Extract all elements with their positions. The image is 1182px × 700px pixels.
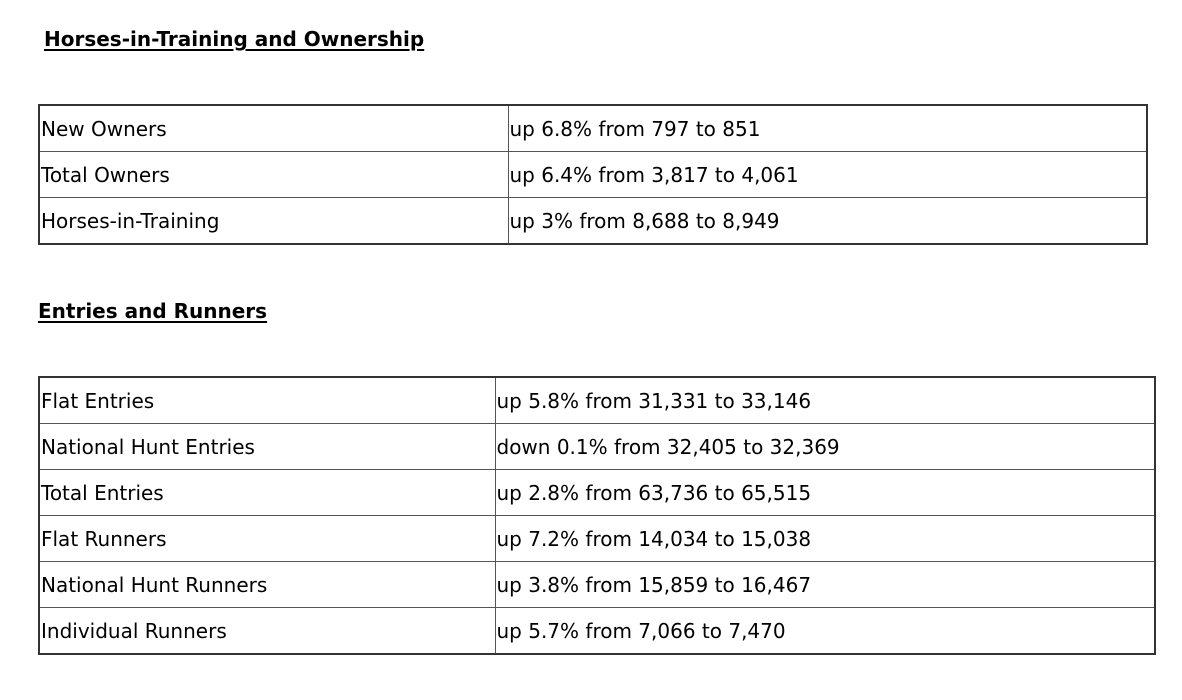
table-row (39, 608, 1155, 655)
table-row (39, 152, 1147, 198)
row-label: New Owners (39, 105, 508, 152)
table-row (39, 105, 1147, 152)
row-label: Individual Runners (39, 608, 495, 655)
row-label: Total Owners (39, 152, 508, 198)
row-label: National Hunt Entries (39, 424, 495, 470)
row-value: up 5.7% from 7,066 to 7,470 (495, 608, 1155, 655)
table-row (39, 198, 1147, 245)
row-value: up 2.8% from 63,736 to 65,515 (495, 470, 1155, 516)
section-heading-entries: Entries and Runners (38, 299, 268, 323)
table-row (39, 424, 1155, 470)
table-row (39, 562, 1155, 608)
row-value: up 6.8% from 797 to 851 (508, 105, 1147, 152)
entries-table (38, 376, 1156, 655)
row-value: up 3% from 8,688 to 8,949 (508, 198, 1147, 245)
table-row (39, 470, 1155, 516)
row-value: up 6.4% from 3,817 to 4,061 (508, 152, 1147, 198)
row-value: up 5.8% from 31,331 to 33,146 (495, 377, 1155, 424)
row-label: National Hunt Runners (39, 562, 495, 608)
row-label: Flat Runners (39, 516, 495, 562)
ownership-table (38, 104, 1148, 245)
row-value: up 7.2% from 14,034 to 15,038 (495, 516, 1155, 562)
table-row (39, 516, 1155, 562)
row-label: Flat Entries (39, 377, 495, 424)
table-row (39, 377, 1155, 424)
row-label: Total Entries (39, 470, 495, 516)
row-label: Horses-in-Training (39, 198, 508, 245)
row-value: up 3.8% from 15,859 to 16,467 (495, 562, 1155, 608)
section-heading-ownership: Horses-in-Training and Ownership (44, 27, 425, 51)
row-value: down 0.1% from 32,405 to 32,369 (495, 424, 1155, 470)
